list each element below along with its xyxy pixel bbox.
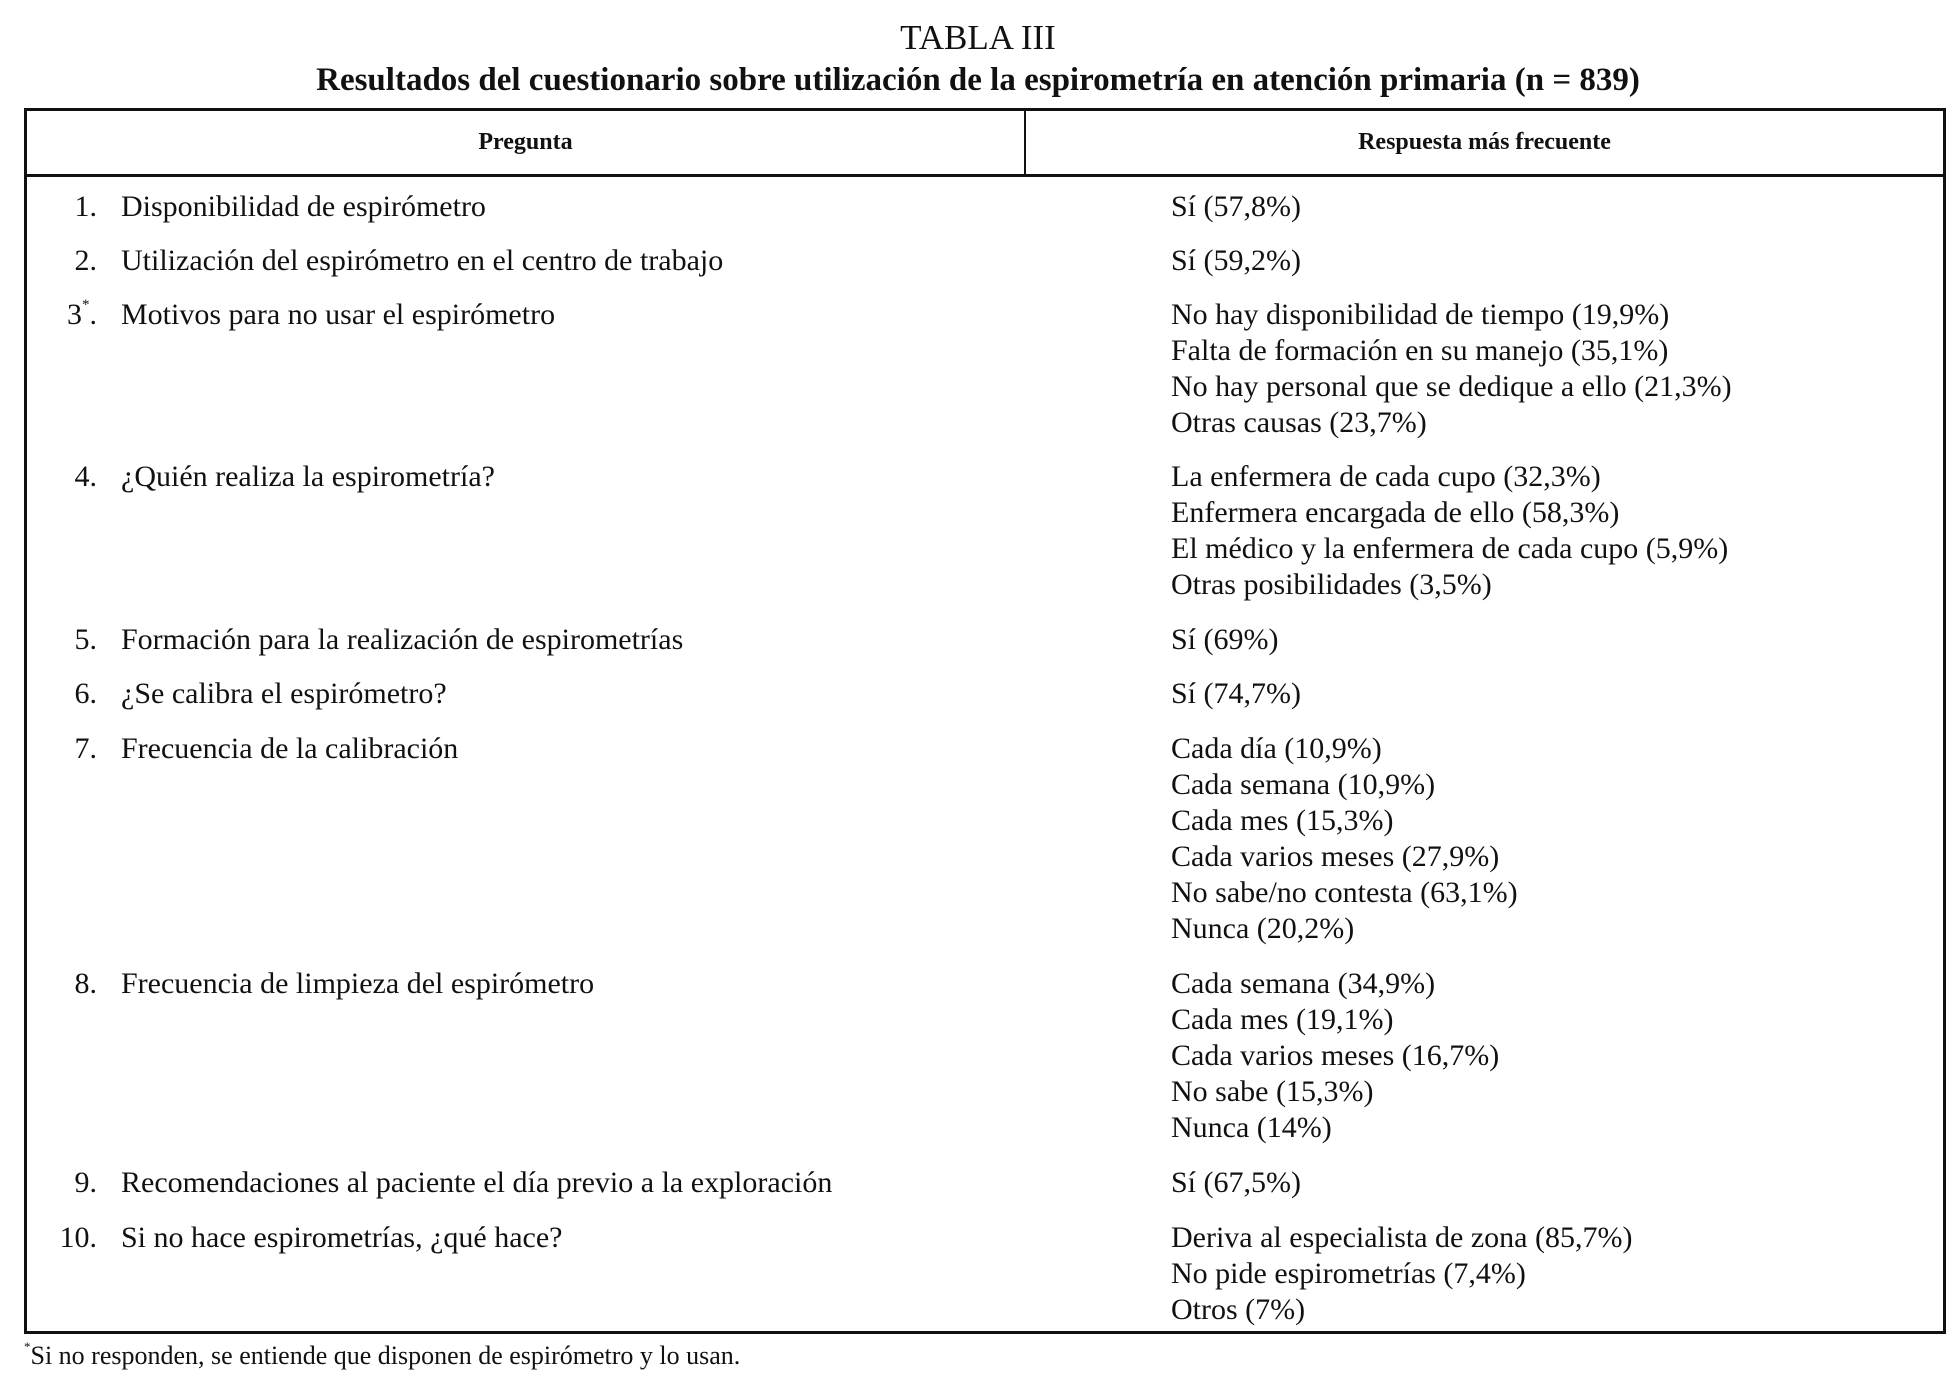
answer-list	[1171, 731, 1518, 947]
table-row	[27, 459, 1943, 622]
question-number: 5.	[74, 623, 97, 656]
answer-list	[1171, 459, 1728, 603]
question-number: 9.	[74, 1166, 97, 1199]
answer-item: Sí (57,8%)	[1171, 190, 1301, 223]
answer-item: Nunca (20,2%)	[1171, 912, 1355, 945]
header-answer: Respuesta más frecuente	[1358, 129, 1611, 155]
answer-list	[1171, 1165, 1301, 1201]
answer-item: Otros (7%)	[1171, 1293, 1306, 1326]
answer-item: No sabe/no contesta (63,1%)	[1171, 876, 1518, 909]
footnote-text: Si no responden, se entiende que disponen de espirómetro y lo usan.	[30, 1341, 741, 1370]
answer-item: Sí (59,2%)	[1171, 244, 1301, 277]
answer-item: No hay personal que se dedique a ello (21,3%)	[1171, 370, 1732, 403]
table-row	[27, 1165, 1943, 1220]
question-text: Frecuencia de la calibración	[121, 732, 459, 765]
table-row	[27, 243, 1943, 297]
table-row	[27, 676, 1943, 731]
table-footnote	[24, 1340, 740, 1372]
answer-list	[1171, 297, 1732, 441]
answer-item: Deriva al especialista de zona (85,7%)	[1171, 1221, 1633, 1254]
question-number: 2.	[74, 244, 97, 277]
answer-list	[1171, 1220, 1632, 1328]
question-number: 8.	[74, 967, 97, 1000]
table-body	[27, 177, 1943, 1326]
question-number-suffix: .	[89, 298, 97, 331]
table-row	[27, 1220, 1943, 1330]
table-row	[27, 966, 1943, 1165]
question-text: ¿Se calibra el espirómetro?	[121, 677, 447, 710]
answer-item: No pide espirometrías (7,4%)	[1171, 1257, 1526, 1290]
question-text: Recomendaciones al paciente el día previo a la exploración	[121, 1166, 833, 1199]
question-number: 6.	[74, 677, 97, 710]
answer-list	[1171, 622, 1279, 658]
question-text: ¿Quién realiza la espirometría?	[121, 460, 495, 493]
answer-list	[1171, 966, 1499, 1146]
answer-item: Cada varios meses (27,9%)	[1171, 840, 1500, 873]
answer-item: Cada mes (19,1%)	[1171, 1003, 1394, 1036]
table-frame	[24, 108, 1946, 1334]
answer-item: Enfermera encargada de ello (58,3%)	[1171, 496, 1620, 529]
answer-item: No hay disponibilidad de tiempo (19,9%)	[1171, 298, 1670, 331]
answer-item: Cada mes (15,3%)	[1171, 804, 1394, 837]
question-text: Motivos para no usar el espirómetro	[121, 298, 556, 331]
question-number: 1.	[74, 190, 97, 223]
answer-item: Cada varios meses (16,7%)	[1171, 1039, 1500, 1072]
question-number	[27, 297, 97, 333]
footnote-mark: *	[82, 297, 90, 313]
question-text: Utilización del espirómetro en el centro de trabajo	[121, 244, 724, 277]
question-text: Formación para la realización de espirometrías	[121, 623, 684, 656]
question-text: Disponibilidad de espirómetro	[121, 190, 486, 223]
answer-list	[1171, 243, 1301, 279]
answer-item: Sí (67,5%)	[1171, 1166, 1301, 1199]
answer-item: Cada semana (10,9%)	[1171, 768, 1436, 801]
table-title: TABLA III	[900, 18, 1056, 57]
answer-item: Cada semana (34,9%)	[1171, 967, 1436, 1000]
question-number: 7.	[74, 732, 97, 765]
table-row	[27, 731, 1943, 966]
answer-item: La enfermera de cada cupo (32,3%)	[1171, 460, 1601, 493]
question-number: 10.	[59, 1221, 97, 1254]
question-text: Si no hace espirometrías, ¿qué hace?	[121, 1221, 563, 1254]
footnote-mark: *	[24, 1339, 31, 1355]
answer-list	[1171, 189, 1301, 225]
answer-item: No sabe (15,3%)	[1171, 1075, 1374, 1108]
question-text: Frecuencia de limpieza del espirómetro	[121, 967, 595, 1000]
answer-item: Otras causas (23,7%)	[1171, 406, 1427, 439]
header-question: Pregunta	[27, 111, 1026, 174]
answer-item: Nunca (14%)	[1171, 1111, 1332, 1144]
question-number: 4.	[74, 460, 97, 493]
table-header	[27, 111, 1943, 177]
answer-item: Falta de formación en su manejo (35,1%)	[1171, 334, 1669, 367]
answer-item: El médico y la enfermera de cada cupo (5,9%)	[1171, 532, 1729, 565]
table-row	[27, 189, 1943, 243]
answer-item: Sí (69%)	[1171, 623, 1279, 656]
answer-item: Otras posibilidades (3,5%)	[1171, 568, 1492, 601]
table-row	[27, 297, 1943, 459]
table-subtitle: Resultados del cuestionario sobre utilización de la espirometría en atención primaria (n = 839)	[316, 62, 1640, 98]
question-number-digit: 3	[67, 298, 82, 331]
answer-item: Sí (74,7%)	[1171, 677, 1301, 710]
answer-item: Cada día (10,9%)	[1171, 732, 1382, 765]
answer-list	[1171, 676, 1301, 712]
table-row	[27, 622, 1943, 676]
